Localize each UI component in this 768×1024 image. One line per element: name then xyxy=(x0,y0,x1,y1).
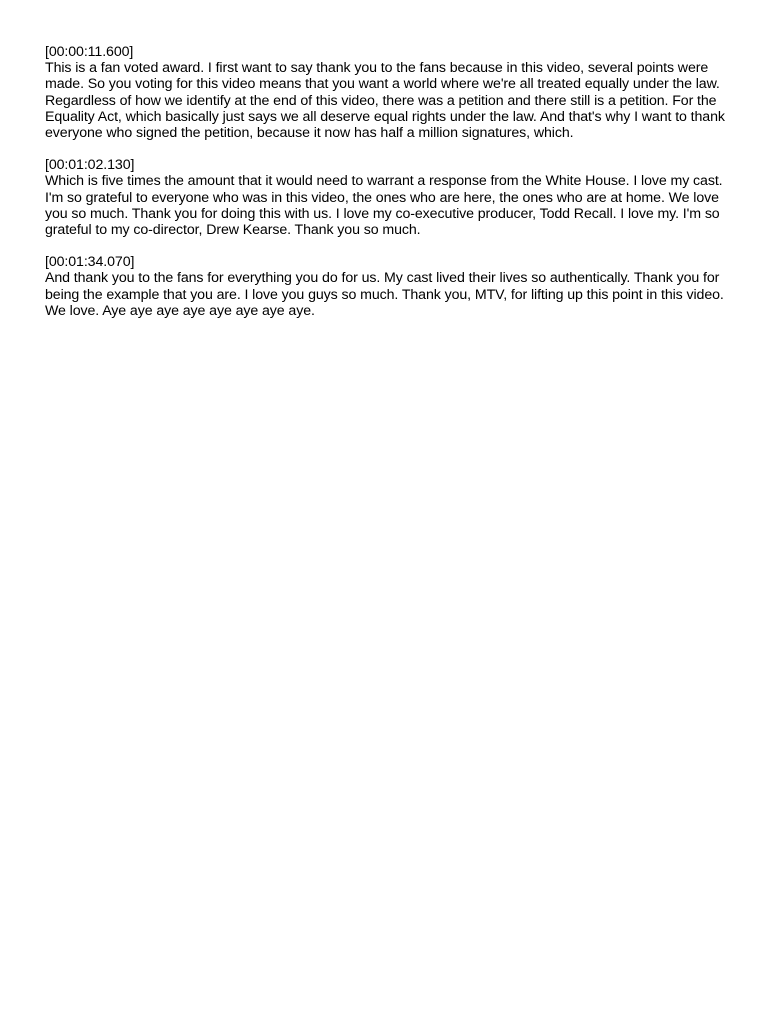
transcript-page xyxy=(45,44,728,335)
transcript-segment xyxy=(45,44,728,141)
segment-timestamp: [00:00:11.600] xyxy=(45,44,134,60)
segment-timestamp: [00:01:34.070] xyxy=(45,254,135,271)
segment-timestamp: [00:01:02.130] xyxy=(45,157,135,174)
segment-text: This is a fan voted award. I first want to say thank you to the fans because in this video, several points were made. So you voting for this video means that you want a world where we're all treated equally under the law. Regardless of how we identify at the end of this video, there was a petition and there still is a petition. For the Equality Act, which basically just says we all deserve equal rights under the law. And that's why I want to thank everyone who signed the petition, because it now has half a million signatures, which. xyxy=(45,60,725,142)
transcript-segment xyxy=(45,254,728,319)
transcript-segment xyxy=(45,157,728,238)
segment-text: Which is five times the amount that it would need to warrant a response from the White House. I love my cast. I'm so grateful to everyone who was in this video, the ones who are here, the ones who are at home. We love you so much. Thank you for doing this with us. I love my co-executive producer, Todd Recall. I love my. I'm so grateful to my co-director, Drew Kearse. Thank you so much. xyxy=(45,173,723,239)
segment-text: And thank you to the fans for everything you do for us. My cast lived their lives so authentically. Thank you for being the example that you are. I love you guys so much. Thank you, MTV, for lifting up this point in this video. We love. Aye aye aye aye aye aye aye aye. xyxy=(45,270,724,319)
